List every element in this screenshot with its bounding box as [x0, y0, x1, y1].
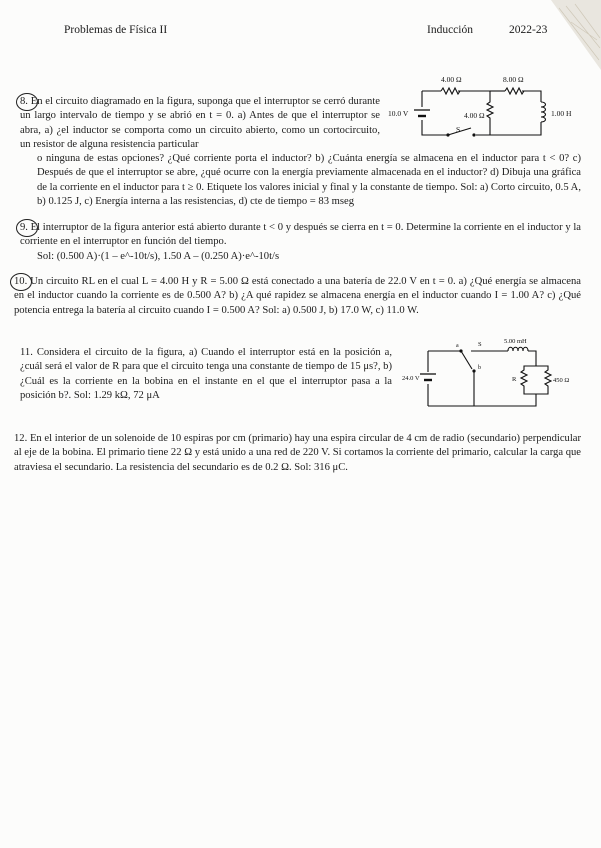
problem-9-number: 9.: [20, 221, 28, 235]
circuit2-r2-label: 450 Ω: [553, 377, 570, 384]
circuit2-switch-label: S: [478, 341, 482, 348]
problem-12-text: En el interior de un solenoide de 10 espiras por cm (primario) hay una espira circular de 4 cm de radio (secundario) perpendicular al eje de la bobina. El primario tiene 22 Ω y está unido a una red de 220 V. Si cortamos la corriente del primario, calcular la carga que atraviesa el secundario. La resistencia del secundario es de 0.2 Ω. Sol: 316 μC.: [14, 433, 581, 473]
problem-11-number: 11.: [20, 347, 33, 358]
document-title: Problemas de Física II: [64, 24, 168, 36]
circuit1-r3-label: 4.00 Ω: [464, 111, 485, 120]
problem-12: [14, 432, 581, 475]
circuit1-r1-label: 4.00 Ω: [441, 75, 462, 84]
folded-corner: [541, 0, 601, 70]
problem-8-text-a: En el circuito diagramado en la figura, suponga que el interruptor se cerró durante un largo intervalo de tiempo y se abrió en t = 0. a) Antes de que el interruptor se abra, a) ¿el inductor se comporta como un circuito abierto, como un cortocircuito, un resistor de alguna resistencia particular: [20, 96, 380, 151]
circuit2-inductor-label: 5.00 mH: [504, 338, 527, 345]
circuit2-b-label: b: [478, 365, 481, 371]
circuit1-switch-label: S: [456, 125, 461, 134]
problem-8-text-b: o ninguna de estas opciones? ¿Qué corriente porta el inductor? b) ¿Cuánta energía se almacena en el inductor para t < 0? c) Después de que el interruptor se abre, ¿qué ocurre con la energía previamente almacenada en el inductor? d) Dibuja una gráfica de la corriente en el inductor para t ≥ 0. Etiquete los valores inicial y final y la constante de tiempo. Sol: a) Corto circuito, 0.5 A, b) 0.125 J, c) Energía interna a las resistencias, d) cte de tiempo = 83 mseg: [37, 153, 581, 208]
problem-11-text: Considera el circuito de la figura, a) Cuando el interruptor está en la posición a, ¿cuál será el valor de R para que el circuito tenga una constante de tiempo de 15 μs?, b) ¿Cuál es la corriente en la bobina en el instante en el que el interruptor pasa a la posición b?. Sol: 1.29 kΩ, 72 μA: [20, 347, 392, 402]
circuit-diagram-2: [396, 336, 576, 416]
problem-9-solution: Sol: (0.500 A)·(1 – e^-10t/s), 1.50 A – (0.250 A)·e^-10t/s: [37, 250, 280, 262]
circuit1-battery-label: 10.0 V: [388, 109, 409, 118]
circuit2-r-label: R: [512, 376, 517, 383]
problem-8-number: 8.: [20, 95, 28, 109]
problem-9-text: El interruptor de la figura anterior está abierto durante t < 0 y después se cierra en t = 0. Determine la corriente en el inductor y la corriente en el interruptor en función del tiempo.: [20, 222, 581, 248]
problem-11: [20, 346, 392, 404]
circuit1-r2-label: 8.00 Ω: [503, 75, 524, 84]
circuit-diagram-1: [386, 72, 586, 154]
problem-8-cont: [37, 152, 581, 210]
document-year: 2022-23: [509, 24, 548, 36]
problem-9: [20, 221, 581, 264]
circuit2-battery-label: 24.0 V: [402, 375, 420, 382]
circuit1-inductor-label: 1.00 H: [551, 109, 572, 118]
circuit2-a-label: a: [456, 343, 459, 349]
problem-10: [14, 275, 581, 318]
problem-8: [20, 95, 380, 153]
document-topic: Inducción: [427, 24, 473, 36]
problem-12-number: 12.: [14, 433, 28, 444]
problem-10-text: Un circuito RL en el cual L = 4.00 H y R = 5.00 Ω está conectado a una batería de 22.0 V en t = 0. a) ¿Qué energía se almacena en el inductor cuando la corriente es de 0.500 A? b) ¿A qué rapidez se almacena energía en el inductor cuando I = 1.00 A? c) ¿Qué potencia entrega la batería al circuito cuando I = 0.500 A? Sol: a) 0.500 J, b) 17.0 W, c) 11.0 W.: [14, 276, 581, 316]
problem-10-number: 10.: [14, 275, 27, 289]
